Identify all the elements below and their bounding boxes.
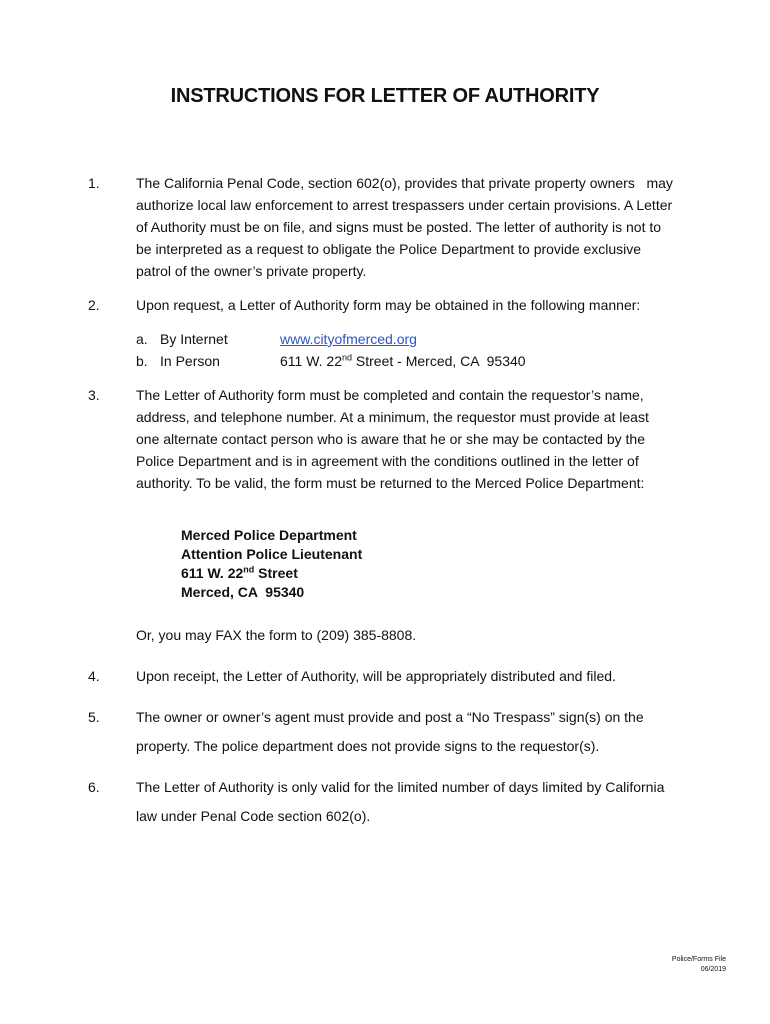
item-line: authorize local law enforcement to arrest trespassers under certain provisions. A Letter [136, 197, 673, 213]
item-body [136, 773, 681, 831]
item-number: 6. [88, 779, 100, 795]
item-line: of Authority must be on file, and signs must be posted. The letter of authority is not to [136, 219, 662, 235]
method-in-person [136, 350, 616, 372]
fax-instructions: Or, you may FAX the form to (209) 385-8808. [136, 627, 417, 643]
item-body [136, 384, 681, 494]
item-line: law under Penal Code section 602(o). [136, 808, 371, 824]
item-body [136, 172, 681, 282]
item-line: Upon receipt, the Letter of Authority, will be appropriately distributed and filed. [136, 668, 616, 684]
item-number: 2. [88, 297, 100, 313]
address-line: Attention Police Lieutenant [181, 546, 363, 562]
address-line: Merced Police Department [181, 527, 357, 543]
item-line: be interpreted as a request to obligate the Police Department to provide exclusive [136, 241, 642, 257]
method-kind: By Internet [160, 331, 228, 347]
footer-note [672, 955, 726, 975]
item-line: The California Penal Code, section 602(o), provides that private property owners may [136, 175, 673, 191]
item-number: 4. [88, 668, 100, 684]
mailing-address [181, 526, 362, 602]
method-internet [136, 328, 616, 350]
item-line: The owner or owner’s agent must provide and post a “No Trespass” sign(s) on the [136, 709, 644, 725]
item-body [136, 665, 681, 687]
in-person-address: 611 W. 22nd Street - Merced, CA 95340 [280, 352, 526, 369]
item-line: property. The police department does not provide signs to the requestor(s). [136, 738, 600, 754]
item-line: Police Department and is in agreement with the conditions outlined in the letter of [136, 453, 639, 469]
website-link[interactable]: www.cityofmerced.org [280, 331, 417, 347]
request-methods [136, 328, 616, 372]
item-line: authority. To be valid, the form must be returned to the Merced Police Department: [136, 475, 645, 491]
item-line: address, and telephone number. At a minimum, the requestor must provide at least [136, 409, 649, 425]
item-body [136, 703, 681, 761]
item-line: one alternate contact person who is aware that he or she may be contacted by the [136, 431, 645, 447]
method-label: b. [136, 353, 148, 369]
address-line: 611 W. 22nd Street [181, 564, 298, 581]
method-label: a. [136, 331, 148, 347]
footer-line: 06/2019 [700, 966, 726, 973]
item-number: 1. [88, 175, 100, 191]
item-body [136, 294, 681, 316]
page-title: INSTRUCTIONS FOR LETTER OF AUTHORITY [170, 85, 600, 107]
item-number: 3. [88, 387, 100, 403]
item-line: Upon request, a Letter of Authority form may be obtained in the following manner: [136, 297, 641, 313]
address-line: Merced, CA 95340 [181, 584, 305, 600]
item-line: patrol of the owner’s private property. [136, 263, 367, 279]
item-line: The Letter of Authority form must be completed and contain the requestor’s name, [136, 387, 644, 403]
method-kind: In Person [160, 353, 220, 369]
item-number: 5. [88, 709, 100, 725]
item-line: The Letter of Authority is only valid for the limited number of days limited by California [136, 779, 665, 795]
footer-line: Police/Forms File [671, 956, 726, 963]
